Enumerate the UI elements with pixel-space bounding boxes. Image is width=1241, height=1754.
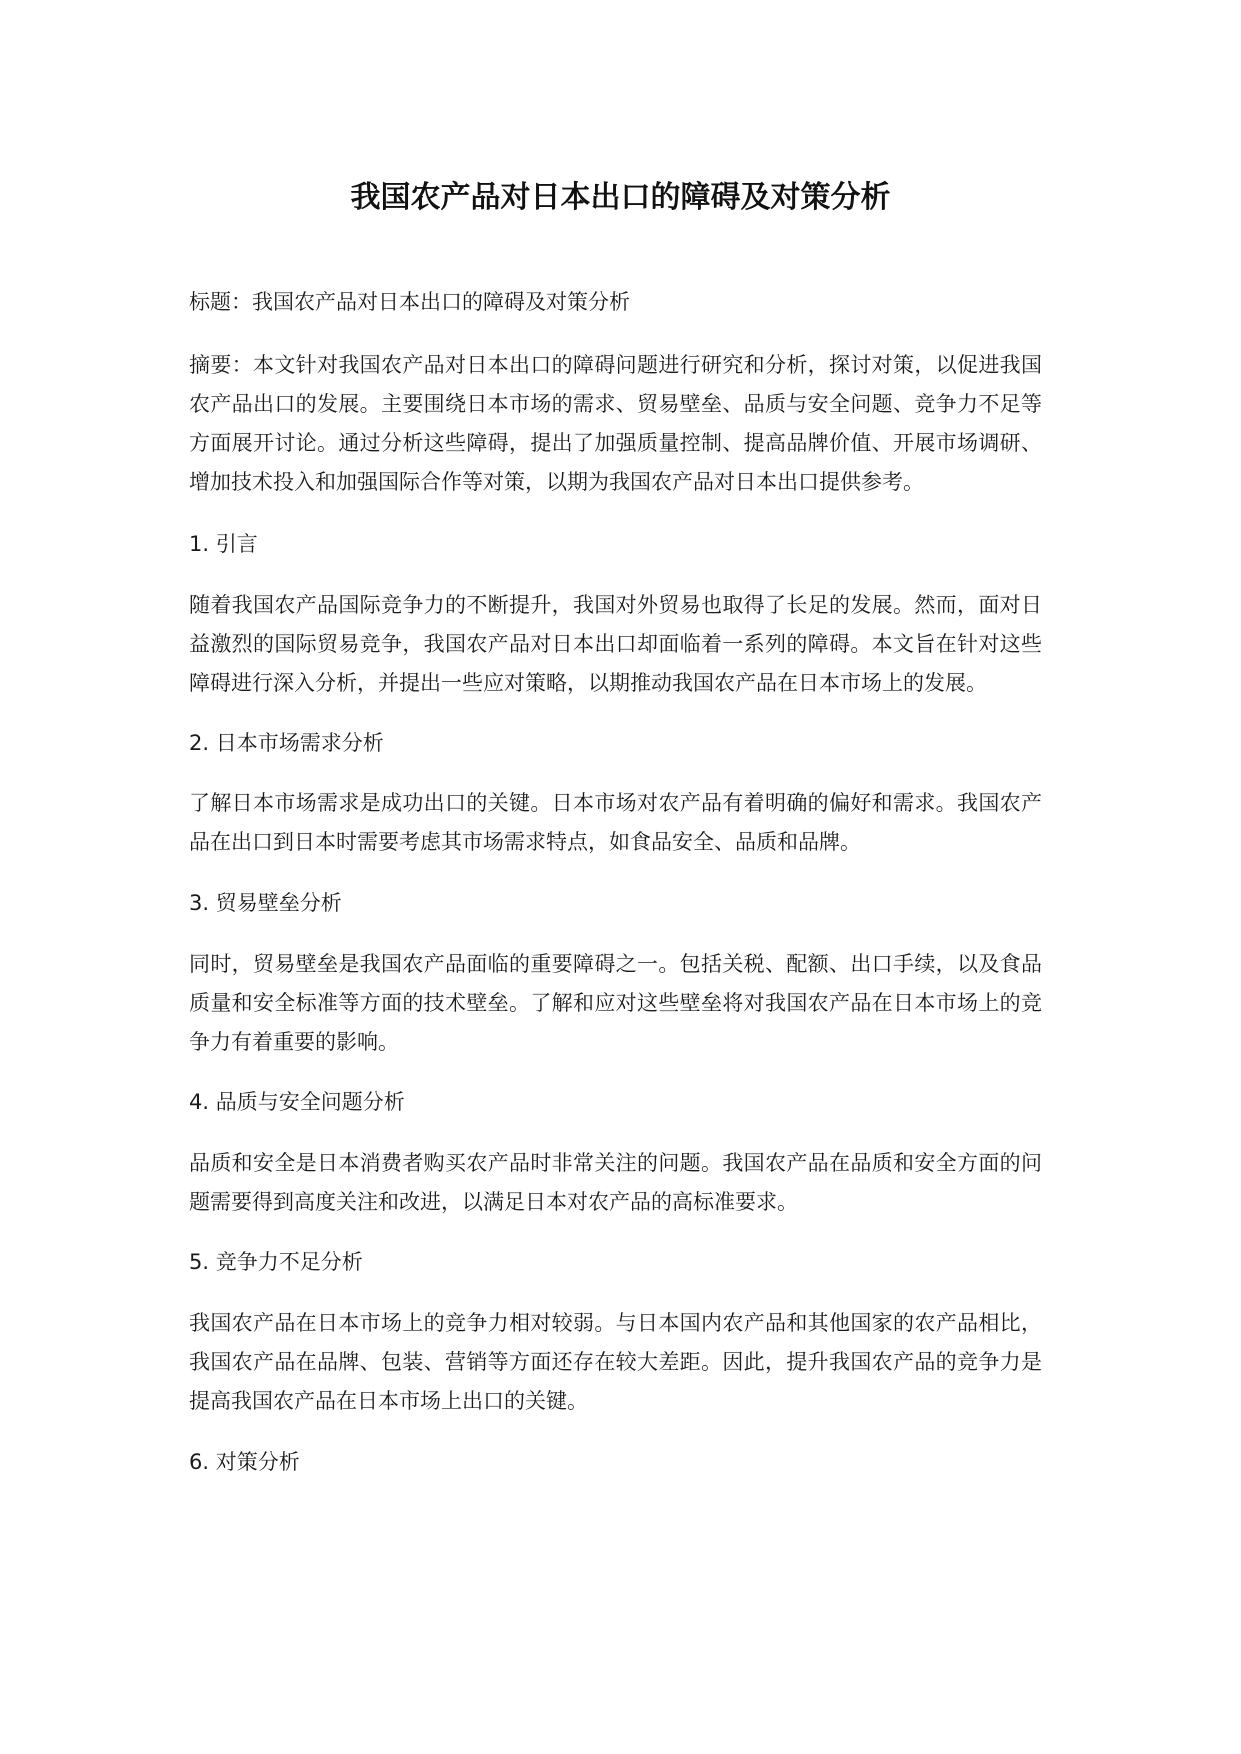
- section-heading-competitiveness: 5. 竞争力不足分析: [189, 1250, 363, 1274]
- section-heading-quality-safety: 4. 品质与安全问题分析: [189, 1090, 405, 1114]
- section-heading-countermeasures: 6. 对策分析: [189, 1450, 300, 1474]
- section-body-market-demand: 了解日本市场需求是成功出口的关键。日本市场对农产品有着明确的偏好和需求。我国农产品在出口到日本时需要考虑其市场需求特点，如食品安全、品质和品牌。: [189, 791, 1042, 854]
- section-body-quality-safety: 品质和安全是日本消费者购买农产品时非常关注的问题。我国农产品在品质和安全方面的问题需要得到高度关注和改进，以满足日本对农产品的高标准要求。: [189, 1151, 1042, 1214]
- section-body-competitiveness: 我国农产品在日本市场上的竞争力相对较弱。与日本国内农产品和其他国家的农产品相比，我国农产品在品牌、包装、营销等方面还存在较大差距。因此，提升我国农产品的竞争力是提高我国农产品在日本市场上出口的关键。: [189, 1311, 1042, 1413]
- section-heading-introduction: 1. 引言: [189, 532, 258, 556]
- section-heading-trade-barriers: 3. 贸易壁垒分析: [189, 891, 342, 915]
- section-body-trade-barriers: 同时，贸易壁垒是我国农产品面临的重要障碍之一。包括关税、配额、出口手续，以及食品质量和安全标准等方面的技术壁垒。了解和应对这些壁垒将对我国农产品在日本市场上的竞争力有着重要的影响。: [189, 952, 1042, 1054]
- document-title: 我国农产品对日本出口的障碍及对策分析: [350, 180, 891, 215]
- section-body-introduction: 随着我国农产品国际竞争力的不断提升，我国对外贸易也取得了长足的发展。然而，面对日益激烈的国际贸易竞争，我国农产品对日本出口却面临着一系列的障碍。本文旨在针对这些障碍进行深入分析，并提出一些应对策略，以期推动我国农产品在日本市场上的发展。: [189, 593, 1042, 695]
- document-body: [189, 283, 1042, 1482]
- abstract-paragraph: 摘要：本文针对我国农产品对日本出口的障碍问题进行研究和分析，探讨对策，以促进我国农产品出口的发展。主要围绕日本市场的需求、贸易壁垒、品质与安全问题、竞争力不足等方面展开讨论。通过分析这些障碍，提出了加强质量控制、提高品牌价值、开展市场调研、增加技术投入和加强国际合作等对策，以期为我国农产品对日本出口提供参考。: [189, 353, 1042, 494]
- section-heading-market-demand: 2. 日本市场需求分析: [189, 731, 384, 755]
- subtitle-line: 标题：我国农产品对日本出口的障碍及对策分析: [189, 290, 630, 314]
